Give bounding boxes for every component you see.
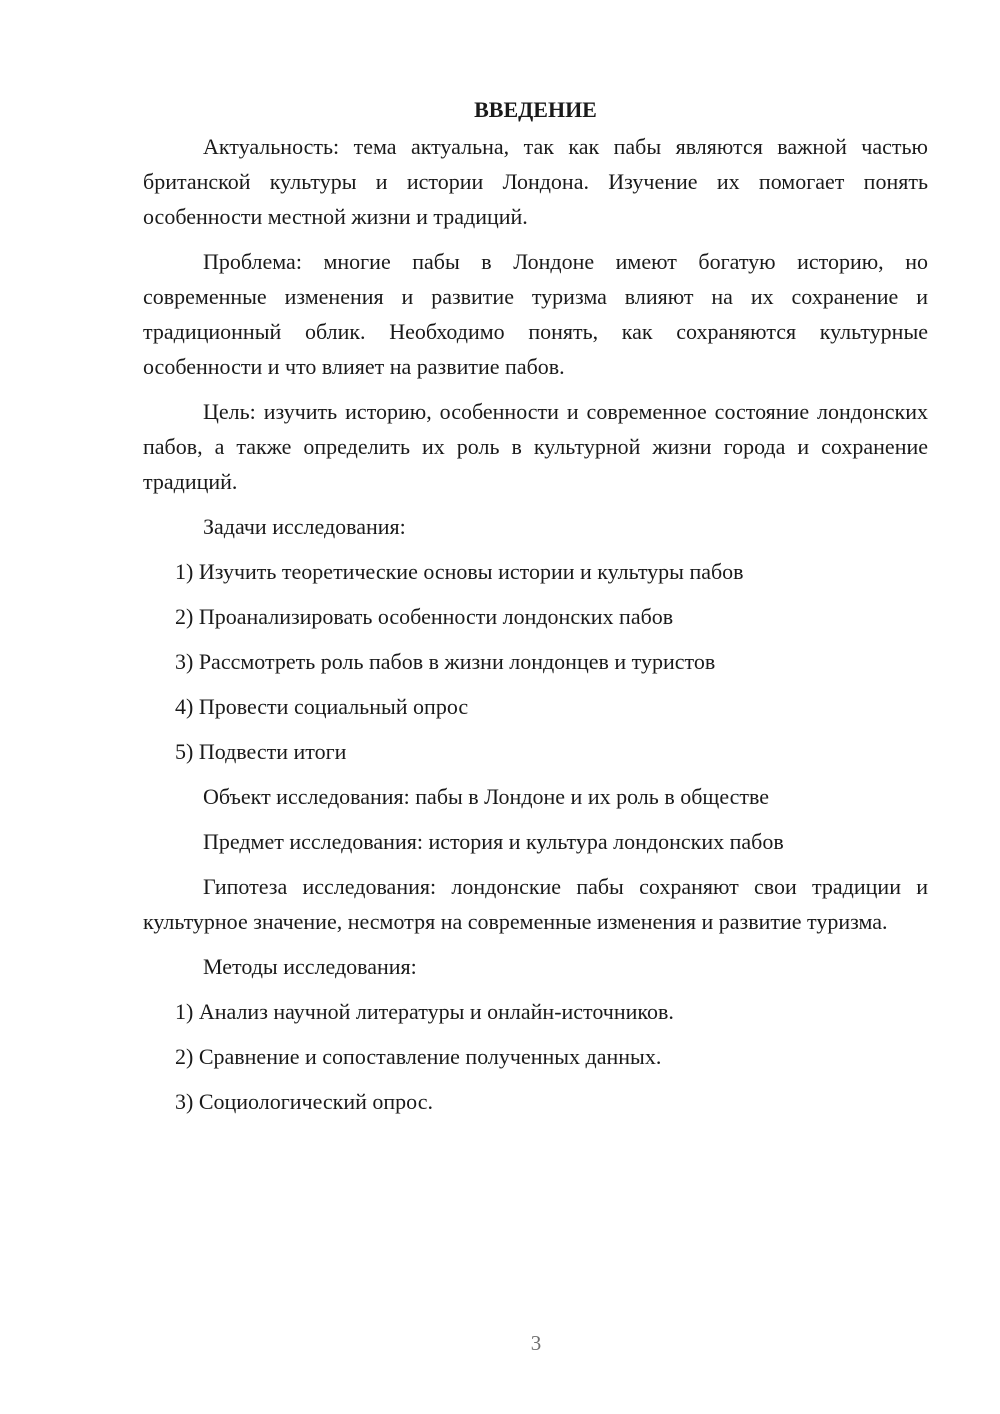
page-number: 3 [530, 1331, 542, 1355]
task-item: 4) Провести социальный опрос [175, 694, 469, 719]
problem-paragraph: Проблема: многие пабы в Лондоне имеют богатую историю, но современные изменения и развитие туризма влияют на их сохранение и традиционный облик. Необходимо понять, как сохраняются культурные особенности и что влияет на развитие пабов. [143, 249, 928, 379]
tasks-heading: Задачи исследования: [203, 514, 406, 539]
object-line: Объект исследования: пабы в Лондоне и их роль в обществе [203, 784, 770, 809]
method-item: 1) Анализ научной литературы и онлайн-источников. [175, 999, 674, 1024]
method-item: 3) Социологический опрос. [175, 1089, 433, 1114]
section-heading: ВВЕДЕНИЕ [474, 97, 597, 122]
method-item: 2) Сравнение и сопоставление полученных данных. [175, 1044, 662, 1069]
hypothesis-paragraph: Гипотеза исследования: лондонские пабы сохраняют свои традиции и культурное значение, несмотря на современные изменения и развитие туризма. [143, 874, 928, 934]
task-item: 5) Подвести итоги [175, 739, 347, 764]
methods-heading: Методы исследования: [203, 954, 417, 979]
relevance-paragraph: Актуальность: тема актуальна, так как пабы являются важной частью британской культуры и истории Лондона. Изучение их помогает понять особенности местной жизни и традиций. [143, 134, 928, 229]
task-item: 2) Проанализировать особенности лондонских пабов [175, 604, 674, 629]
page-content [143, 92, 928, 1129]
task-item: 3) Рассмотреть роль пабов в жизни лондонцев и туристов [175, 649, 716, 674]
task-item: 1) Изучить теоретические основы истории и культуры пабов [175, 559, 744, 584]
subject-line: Предмет исследования: история и культура лондонских пабов [203, 829, 784, 854]
goal-paragraph: Цель: изучить историю, особенности и современное состояние лондонских пабов, а также определить их роль в культурной жизни города и сохранение традиций. [143, 399, 928, 494]
